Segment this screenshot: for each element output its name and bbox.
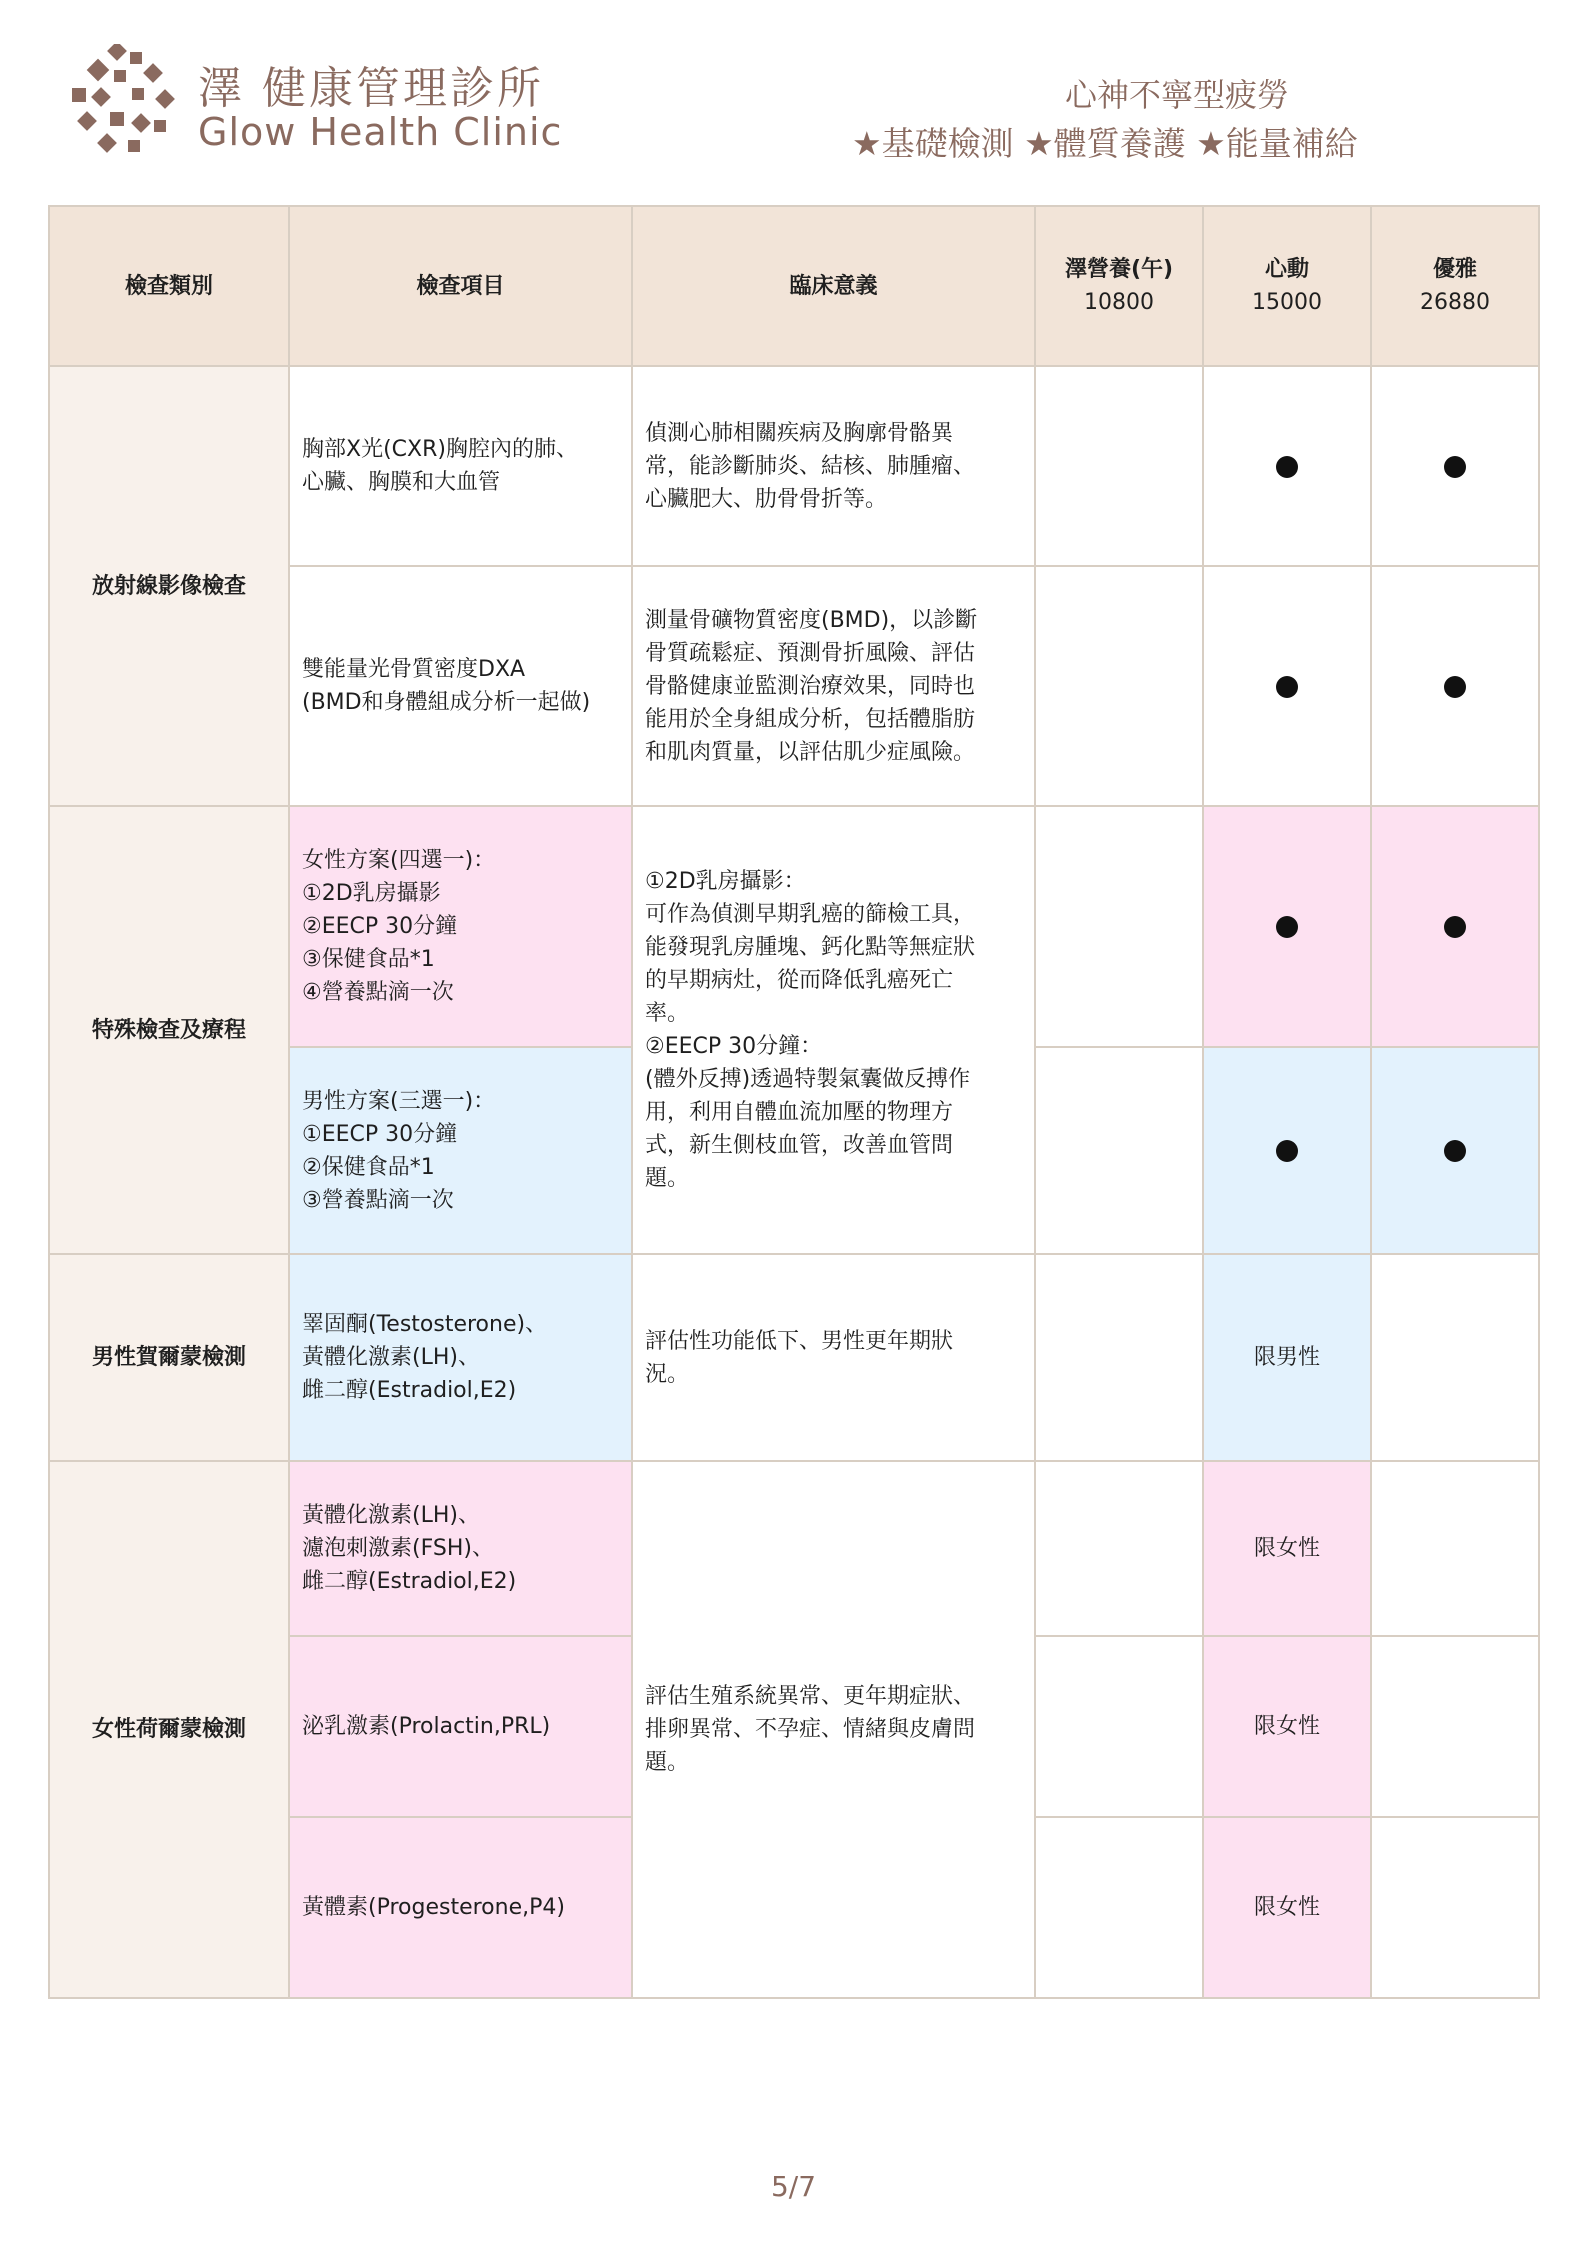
meaning-line: 用，利用自體血流加壓的物理方 <box>645 1100 954 1125</box>
plan-1-name: 澤營養(午) <box>1064 257 1174 282</box>
plan-3-price: 26880 <box>1420 290 1490 315</box>
item-line: 泌乳激素(Prolactin,PRL) <box>302 1714 551 1739</box>
category-cell: 放射線影像檢查 <box>49 366 289 806</box>
plan-2-name: 心動 <box>1264 257 1309 282</box>
table-row <box>49 1254 1539 1461</box>
table-row <box>49 366 1539 566</box>
meaning-line: 心臟肥大、肋骨骨折等。 <box>645 486 888 512</box>
page-header <box>0 0 1587 200</box>
plan-3-name: 優雅 <box>1432 257 1477 282</box>
plan-3-mark <box>1371 1636 1539 1817</box>
category-cell: 女性荷爾蒙檢測 <box>49 1461 289 1998</box>
plan-2-mark <box>1203 366 1371 566</box>
included-dot-icon <box>1444 456 1466 478</box>
included-dot-icon <box>1276 676 1298 698</box>
header-plan-3 <box>1371 206 1539 366</box>
item-line: 黃體素(Progesterone,P4) <box>302 1895 565 1920</box>
meaning-line: ②EECP 30分鐘： <box>645 1034 823 1059</box>
plan-3-mark <box>1371 1817 1539 1998</box>
plan-2-mark: 限男性 <box>1203 1254 1371 1461</box>
item-cell <box>289 1817 632 1998</box>
item-line: ②保健食品*1 <box>302 1154 435 1180</box>
plan-1-mark <box>1035 1254 1203 1461</box>
exam-plan-table <box>48 205 1540 1999</box>
document-title <box>967 70 1387 116</box>
item-line: 雌二醇(Estradiol,E2) <box>302 1569 517 1594</box>
included-dot-icon <box>1444 676 1466 698</box>
meaning-line: 常，能診斷肺炎、結核、肺腫瘤、 <box>645 453 976 479</box>
item-cell-female-plan <box>289 806 632 1047</box>
meaning-line: ①2D乳房攝影： <box>645 869 806 894</box>
plan-2-mark <box>1203 1047 1371 1254</box>
included-dot-icon <box>1276 456 1298 478</box>
item-line: 雙能量光骨質密度DXA <box>302 657 526 682</box>
header-item: 檢查項目 <box>289 206 632 366</box>
plan-2-price: 15000 <box>1252 290 1322 315</box>
item-line: 女性方案(四選一)： <box>302 848 496 873</box>
brand-name-zh: 澤 健康管理診所 <box>198 63 544 114</box>
plan-1-mark <box>1035 1817 1203 1998</box>
meaning-line: (體外反搏)透過特製氣囊做反搏作 <box>645 1067 971 1092</box>
meaning-line: 偵測心肺相關疾病及胸廓骨骼異 <box>645 420 954 446</box>
meaning-cell <box>632 566 1035 806</box>
meaning-line: 評估生殖系統異常、更年期症狀、 <box>645 1684 976 1709</box>
plan-2-mark: 限女性 <box>1203 1636 1371 1817</box>
item-cell <box>289 1636 632 1817</box>
meaning-cell <box>632 366 1035 566</box>
item-line: 睪固酮(Testosterone)、 <box>302 1312 548 1337</box>
meaning-cell <box>632 1254 1035 1461</box>
plan-3-mark <box>1371 1047 1539 1254</box>
table-row <box>49 806 1539 1047</box>
item-line: 雌二醇(Estradiol,E2) <box>302 1378 517 1403</box>
item-line: ①2D乳房攝影 <box>302 881 441 906</box>
item-line: 黃體化激素(LH)、 <box>302 1503 480 1528</box>
table-header-row <box>49 206 1539 366</box>
item-line: 黃體化激素(LH)、 <box>302 1345 480 1370</box>
item-line: 胸部X光(CXR)胸腔內的肺、 <box>302 437 578 462</box>
plan-3-mark <box>1371 1461 1539 1636</box>
item-line: (BMD和身體組成分析一起做) <box>302 690 591 715</box>
header-plan-2 <box>1203 206 1371 366</box>
plan-1-price: 10800 <box>1084 290 1154 315</box>
item-cell <box>289 1461 632 1636</box>
table-row <box>49 1461 1539 1636</box>
brand-name-en: Glow Health Clinic <box>198 110 563 154</box>
item-line: ④營養點滴一次 <box>302 980 454 1005</box>
item-line: ③營養點滴一次 <box>302 1187 454 1213</box>
meaning-line: 評估性功能低下、男性更年期狀 <box>645 1328 954 1354</box>
meaning-line: 率。 <box>645 1001 690 1026</box>
item-line: 男性方案(三選一)： <box>302 1088 496 1114</box>
category-cell: 特殊檢查及療程 <box>49 806 289 1254</box>
plan-2-mark <box>1203 566 1371 806</box>
plan-1-mark <box>1035 566 1203 806</box>
meaning-cell <box>632 806 1035 1254</box>
header-category: 檢查類別 <box>49 206 289 366</box>
plan-1-mark <box>1035 1461 1203 1636</box>
document-title-text: 心神不寧型疲勞 <box>1064 76 1289 114</box>
included-dot-icon <box>1276 1140 1298 1162</box>
plan-3-mark <box>1371 366 1539 566</box>
page-number: 5/7 <box>770 2170 817 2203</box>
meaning-line: 題。 <box>645 1166 690 1191</box>
plan-1-mark <box>1035 1636 1203 1817</box>
item-cell <box>289 1254 632 1461</box>
included-dot-icon <box>1276 916 1298 938</box>
item-line: ②EECP 30分鐘 <box>302 914 458 939</box>
meaning-line: 和肌肉質量，以評估肌少症風險。 <box>645 739 976 765</box>
meaning-line: 能發現乳房腫塊、鈣化點等無症狀 <box>645 935 976 960</box>
item-cell <box>289 366 632 566</box>
item-line: ③保健食品*1 <box>302 947 435 972</box>
meaning-line: 的早期病灶，從而降低乳癌死亡 <box>645 968 954 993</box>
meaning-line: 式，新生側枝血管，改善血管問 <box>645 1133 954 1158</box>
category-cell: 男性賀爾蒙檢測 <box>49 1254 289 1461</box>
meaning-line: 排卵異常、不孕症、情緒與皮膚問 <box>645 1717 976 1742</box>
meaning-cell <box>632 1461 1035 1998</box>
plan-3-mark <box>1371 566 1539 806</box>
meaning-line: 骨質疏鬆症、預測骨折風險、評估 <box>645 640 976 666</box>
plan-2-mark: 限女性 <box>1203 1461 1371 1636</box>
meaning-line: 況。 <box>645 1361 690 1387</box>
item-line: 心臟、胸膜和大血管 <box>302 470 501 495</box>
included-dot-icon <box>1444 1140 1466 1162</box>
plan-2-mark: 限女性 <box>1203 1817 1371 1998</box>
meaning-line: 可作為偵測早期乳癌的篩檢工具， <box>645 902 976 927</box>
item-line: 濾泡刺激素(FSH)、 <box>302 1536 494 1561</box>
clinic-logo-icon <box>72 44 180 156</box>
item-line: ①EECP 30分鐘 <box>302 1121 458 1147</box>
meaning-line: 測量骨礦物質密度(BMD)，以診斷 <box>645 607 978 633</box>
plan-1-mark <box>1035 366 1203 566</box>
header-meaning: 臨床意義 <box>632 206 1035 366</box>
included-dot-icon <box>1444 916 1466 938</box>
meaning-line: 題。 <box>645 1750 690 1775</box>
meaning-line: 能用於全身組成分析，包括體脂肪 <box>645 706 976 732</box>
meaning-line: 骨骼健康並監測治療效果，同時也 <box>645 673 976 699</box>
item-cell-male-plan <box>289 1047 632 1254</box>
plan-3-mark <box>1371 806 1539 1047</box>
plan-3-mark <box>1371 1254 1539 1461</box>
plan-1-mark <box>1035 806 1203 1047</box>
header-plan-1 <box>1035 206 1203 366</box>
plan-2-mark <box>1203 806 1371 1047</box>
document-subtitle: ★基礎檢測 ★體質養護 ★能量補給 <box>852 124 1358 163</box>
plan-1-mark <box>1035 1047 1203 1254</box>
item-cell <box>289 566 632 806</box>
